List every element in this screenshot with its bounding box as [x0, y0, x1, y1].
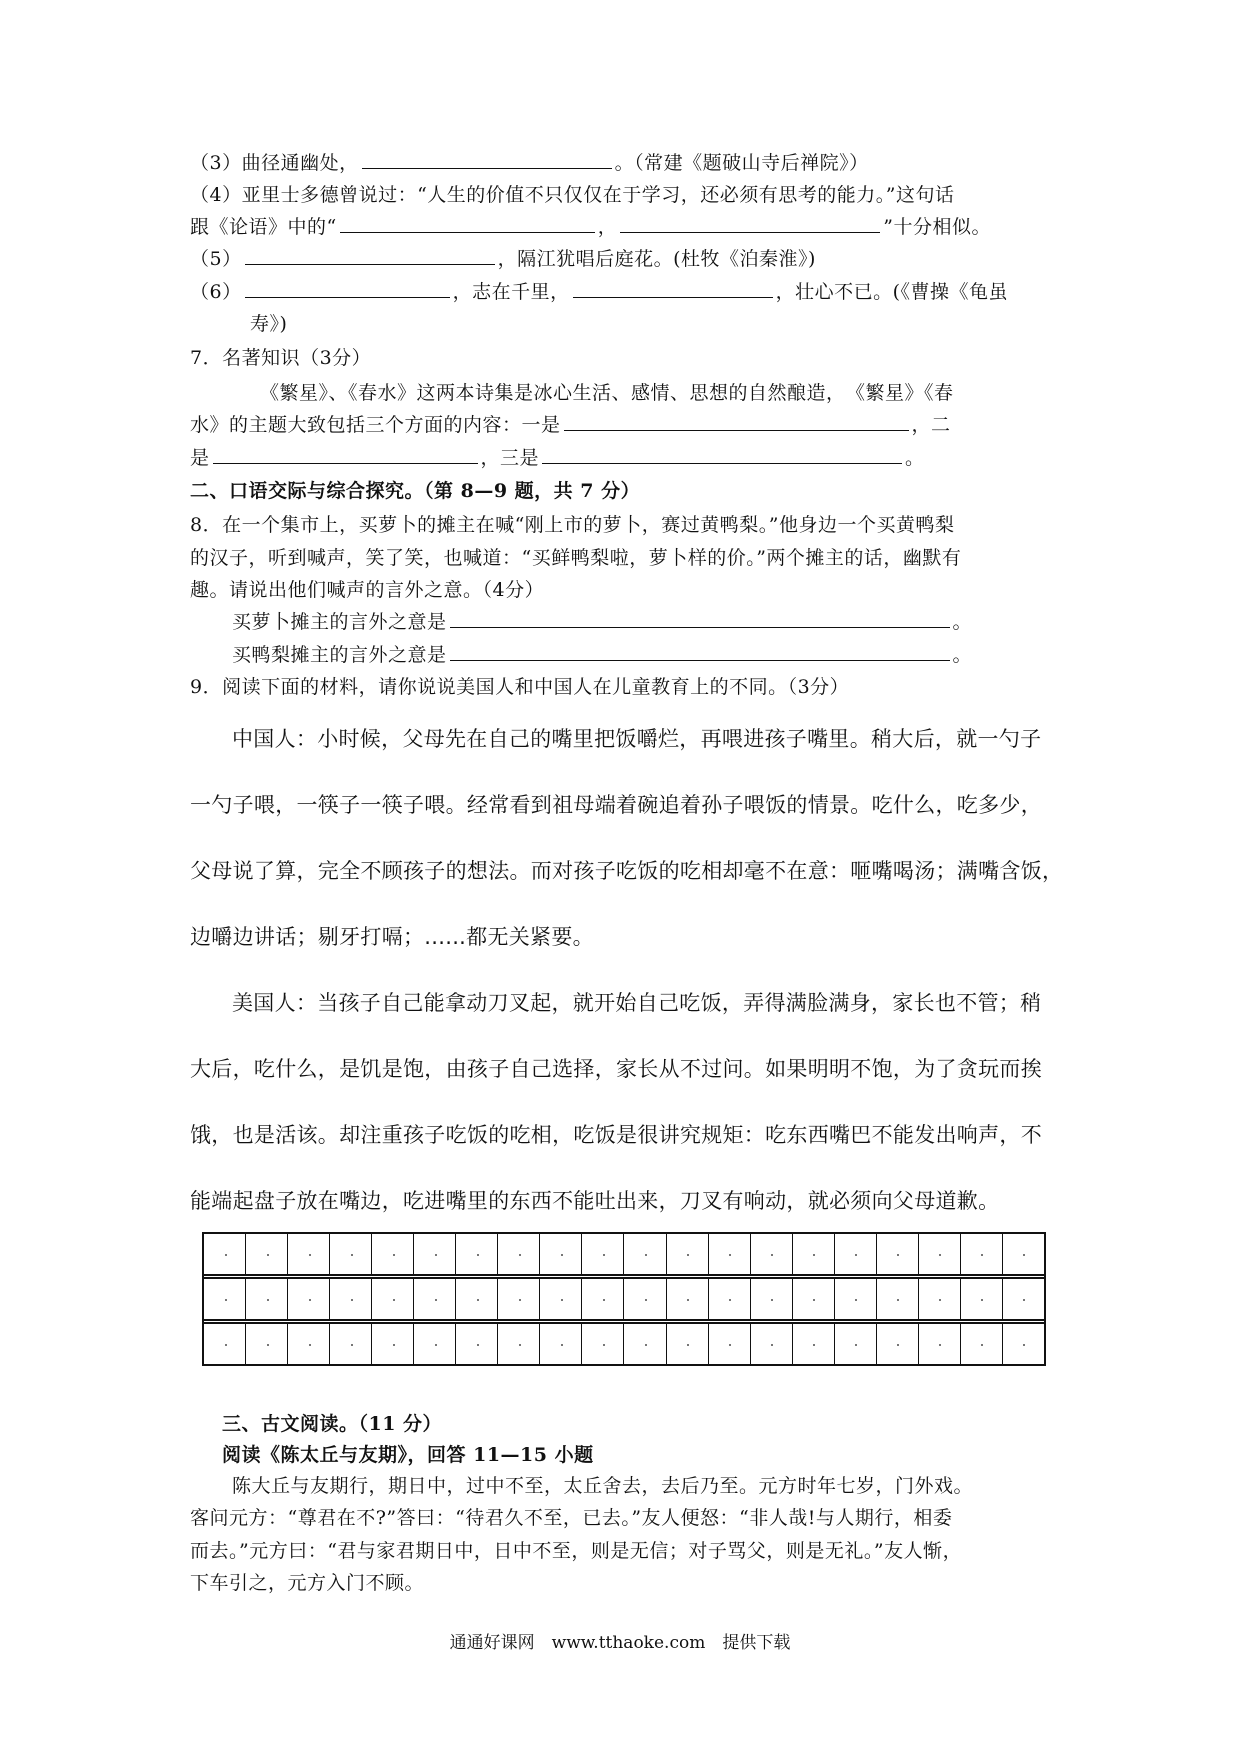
- answer-blank[interactable]: [245, 279, 450, 298]
- answer-blank[interactable]: [213, 445, 478, 464]
- grid-cell[interactable]: [582, 1279, 624, 1319]
- q6-item6: [190, 279, 1008, 305]
- grid-cell[interactable]: [372, 1324, 414, 1364]
- grid-cell[interactable]: [835, 1234, 877, 1274]
- grid-cell[interactable]: [288, 1279, 330, 1319]
- grid-cell[interactable]: [330, 1234, 372, 1274]
- answer-blank[interactable]: [542, 445, 902, 464]
- grid-cell[interactable]: [372, 1279, 414, 1319]
- section3-heading: 三、古文阅读。（11 分）: [222, 1413, 443, 1435]
- q6-item4-line1: （4）亚里士多德曾说过：“人生的价值不只仅仅在于学习，还必须有思考的能力。”这句话: [190, 184, 955, 206]
- q9-passage-line: 父母说了算，完全不顾孩子的想法。而对孩子吃饭的吃相却毫不在意：咂嘴喝汤；满嘴含饭，: [190, 859, 1064, 883]
- grid-cell[interactable]: [456, 1324, 498, 1364]
- q9-passage-line: 饿，也是活该。却注重孩子吃饭的吃相，吃饭是很讲究规矩：吃东西嘴巴不能发出响声，不: [190, 1123, 1042, 1147]
- grid-cell[interactable]: [372, 1234, 414, 1274]
- section3-subheading: 阅读《陈太丘与友期》，回答 11—15 小题: [222, 1444, 594, 1466]
- grid-cell[interactable]: [246, 1279, 288, 1319]
- grid-cell[interactable]: [793, 1279, 835, 1319]
- q6-item6-cont: 寿》): [250, 313, 288, 335]
- q6-item6-post: ，壮心不已。(《曹操《龟虽: [775, 281, 1009, 303]
- grid-cell[interactable]: [751, 1324, 793, 1364]
- q8-line1: 8．在一个集市上，买萝卜的摊主在喊“刚上市的萝卜，赛过黄鸭梨。”他身边一个买黄鸭梨: [190, 514, 955, 536]
- grid-cell[interactable]: [835, 1279, 877, 1319]
- grid-row: [204, 1319, 1044, 1364]
- q9-passage-line: 美国人：当孩子自己能拿动刀叉起，就开始自己吃饭，弄得满脸满身，家长也不管；稍: [232, 991, 1042, 1015]
- grid-cell[interactable]: [624, 1279, 666, 1319]
- q6-item5-pre: （5）: [190, 248, 242, 270]
- grid-cell[interactable]: [498, 1234, 540, 1274]
- answer-blank[interactable]: [450, 609, 950, 628]
- page-footer: 通通好课网 www.tthaoke.com 提供下载: [449, 1633, 791, 1653]
- grid-cell[interactable]: [624, 1324, 666, 1364]
- grid-cell[interactable]: [414, 1279, 456, 1319]
- grid-cell[interactable]: [751, 1279, 793, 1319]
- grid-cell[interactable]: [961, 1279, 1003, 1319]
- q6-item4-post: ”十分相似。: [883, 216, 991, 238]
- q7-title: 7．名著知识（3分）: [190, 347, 372, 369]
- grid-cell[interactable]: [204, 1279, 246, 1319]
- q6-item5: [190, 246, 816, 272]
- grid-cell[interactable]: [624, 1234, 666, 1274]
- grid-cell[interactable]: [709, 1234, 751, 1274]
- q6-item6-mid: ，志在千里，: [452, 281, 570, 303]
- q8-line3: 趣。请说出他们喊声的言外之意。（4分）: [190, 579, 545, 601]
- grid-cell[interactable]: [498, 1324, 540, 1364]
- answer-blank[interactable]: [450, 642, 950, 661]
- grid-cell[interactable]: [1003, 1234, 1044, 1274]
- q8-answer2: [232, 642, 972, 668]
- grid-cell[interactable]: [667, 1324, 709, 1364]
- q8-answer1-pre: 买萝卜摊主的言外之意是: [232, 611, 447, 633]
- grid-cell[interactable]: [667, 1279, 709, 1319]
- q9-passage-line: 能端起盘子放在嘴边，吃进嘴里的东西不能吐出来，刀叉有响动，就必须向父母道歉。: [190, 1189, 1000, 1213]
- grid-cell[interactable]: [456, 1279, 498, 1319]
- grid-cell[interactable]: [540, 1324, 582, 1364]
- answer-blank[interactable]: [564, 412, 909, 431]
- grid-cell[interactable]: [246, 1324, 288, 1364]
- grid-cell[interactable]: [330, 1324, 372, 1364]
- q6-item3-post: 。（常建《题破山寺后禅院》）: [614, 152, 869, 174]
- grid-cell[interactable]: [540, 1234, 582, 1274]
- grid-cell[interactable]: [877, 1234, 919, 1274]
- answer-blank[interactable]: [362, 150, 612, 169]
- q8-answer1-post: 。: [952, 611, 973, 633]
- grid-cell[interactable]: [1003, 1279, 1044, 1319]
- q6-item3-pre: （3）曲径通幽处，: [190, 152, 359, 174]
- q8-answer1: [232, 609, 972, 635]
- grid-cell[interactable]: [877, 1279, 919, 1319]
- grid-cell[interactable]: [667, 1234, 709, 1274]
- grid-cell[interactable]: [288, 1234, 330, 1274]
- q6-item4-pre: 跟《论语》中的“: [190, 216, 337, 238]
- grid-cell[interactable]: [1003, 1324, 1044, 1364]
- q9-passage-line: 边嚼边讲话；剔牙打嗝；......都无关紧要。: [190, 925, 594, 949]
- grid-cell[interactable]: [919, 1324, 961, 1364]
- grid-cell[interactable]: [835, 1324, 877, 1364]
- q6-item4-mid: ，: [597, 216, 618, 238]
- grid-cell[interactable]: [793, 1234, 835, 1274]
- grid-cell[interactable]: [961, 1234, 1003, 1274]
- q6-item5-post: ，隔江犹唱后庭花。(杜牧《泊秦淮》): [497, 248, 816, 270]
- grid-cell[interactable]: [582, 1234, 624, 1274]
- q9-prompt: 9．阅读下面的材料，请你说说美国人和中国人在儿童教育上的不同。（3分）: [190, 676, 850, 698]
- grid-cell[interactable]: [246, 1234, 288, 1274]
- grid-cell[interactable]: [919, 1234, 961, 1274]
- q6-item4-line2: [190, 214, 991, 240]
- grid-cell[interactable]: [288, 1324, 330, 1364]
- grid-cell[interactable]: [961, 1324, 1003, 1364]
- q7-line3: [190, 445, 925, 471]
- q6-item3: [190, 150, 869, 176]
- answer-grid[interactable]: [202, 1232, 1046, 1366]
- grid-cell[interactable]: [793, 1324, 835, 1364]
- grid-cell[interactable]: [414, 1324, 456, 1364]
- q6-item6-pre: （6）: [190, 281, 242, 303]
- grid-cell[interactable]: [204, 1234, 246, 1274]
- grid-cell[interactable]: [456, 1234, 498, 1274]
- grid-cell[interactable]: [751, 1234, 793, 1274]
- grid-cell[interactable]: [540, 1279, 582, 1319]
- q9-passage-line: 大后，吃什么，是饥是饱，由孩子自己选择，家长从不过问。如果明明不饱，为了贪玩而挨: [190, 1057, 1042, 1081]
- grid-cell[interactable]: [709, 1279, 751, 1319]
- q9-passage-line: 一勺子喂，一筷子一筷子喂。经常看到祖母端着碗追着孙子喂饭的情景。吃什么，吃多少，: [190, 793, 1042, 817]
- q7-line3-mid: ，三是: [480, 447, 540, 469]
- q7-line2-post: ，二: [911, 414, 951, 436]
- grid-cell[interactable]: [582, 1324, 624, 1364]
- grid-cell[interactable]: [414, 1234, 456, 1274]
- grid-cell[interactable]: [709, 1324, 751, 1364]
- grid-row: [204, 1234, 1044, 1274]
- q7-line3-pre: 是: [190, 447, 210, 469]
- classical-text-line: 陈大丘与友期行，期日中，过中不至，太丘舍去，去后乃至。元方时年七岁，门外戏。: [232, 1475, 974, 1497]
- answer-blank[interactable]: [573, 279, 773, 298]
- q9-passage-line: 中国人：小时候，父母先在自己的嘴里把饭嚼烂，再喂进孩子嘴里。稍大后，就一勺子: [232, 727, 1042, 751]
- answer-blank[interactable]: [620, 214, 880, 233]
- q7-line2: [190, 412, 951, 438]
- q7-line1: 《繁星》、《春水》这两本诗集是冰心生活、感情、思想的自然酿造， 《繁星》《春: [260, 382, 954, 404]
- q8-answer2-post: 。: [952, 644, 973, 666]
- q7-line2-pre: 水》的主题大致包括三个方面的内容：一是: [190, 414, 561, 436]
- section2-heading: 二、口语交际与综合探究。（第 8—9 题，共 7 分）: [190, 480, 641, 502]
- grid-cell[interactable]: [330, 1279, 372, 1319]
- grid-cell[interactable]: [919, 1279, 961, 1319]
- grid-cell[interactable]: [204, 1324, 246, 1364]
- q8-answer2-pre: 买鸭梨摊主的言外之意是: [232, 644, 447, 666]
- grid-cell[interactable]: [877, 1324, 919, 1364]
- grid-row: [204, 1274, 1044, 1319]
- classical-text-line: 而去。”元方曰：“君与家君期日中，日中不至，则是无信；对子骂父，则是无礼。”友人惭，: [190, 1540, 963, 1562]
- q8-line2: 的汉子，听到喊声，笑了笑，也喊道：“买鲜鸭梨啦，萝卜样的价。”两个摊主的话，幽默有: [190, 547, 962, 569]
- classical-text-line: 下车引之，元方入门不顾。: [190, 1572, 425, 1594]
- classical-text-line: 客问元方：“尊君在不?”答曰：“待君久不至，已去。”友人便怒：“非人哉!与人期行，相委: [190, 1507, 953, 1529]
- answer-blank[interactable]: [245, 246, 495, 265]
- q7-line3-post: 。: [905, 447, 925, 469]
- answer-blank[interactable]: [340, 214, 595, 233]
- grid-cell[interactable]: [498, 1279, 540, 1319]
